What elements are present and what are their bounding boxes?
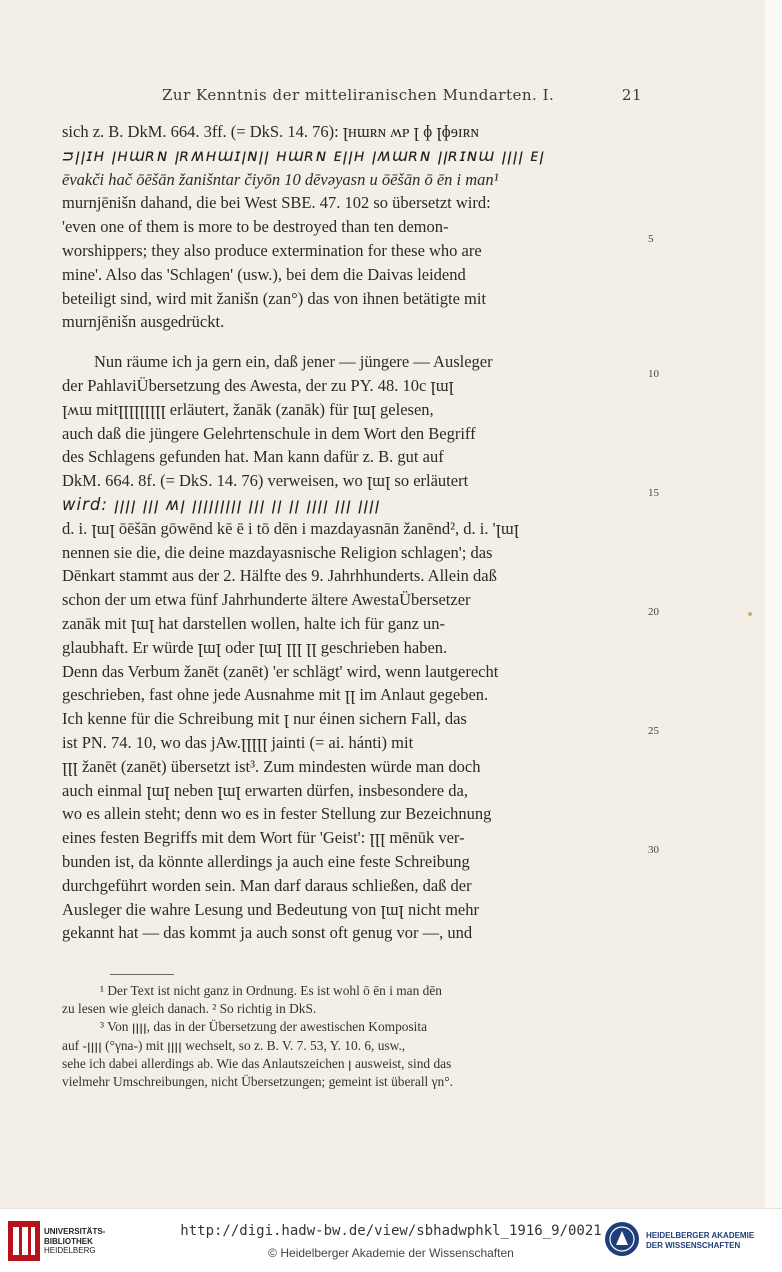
viewer-footer bbox=[0, 1208, 782, 1272]
running-title: Zur Kenntnis der mitteliranischen Mundarten. I. bbox=[162, 86, 555, 104]
transliteration-line: ēvakči hač ōēšān žanišntar čiyōn 10 dēvəyasn u ōēšān ō ēn i man¹ bbox=[62, 169, 499, 189]
text-line: nennen sie die, die deine mazdayasnische Religion schlagen'; das bbox=[62, 542, 493, 562]
text-line: der PahlaviÜbersetzung des Awesta, der zu PY. 48. 10c ꞁɯꞁ bbox=[62, 375, 454, 395]
text-line: sich z. B. DkM. 664. 3ff. (= DkS. 14. 76): ꞁʜɯʀɴ ʍᴘ ꞁ ɸ ꞁɸɘɪʀɴ bbox=[62, 122, 479, 141]
text-line: auch daß die jüngere Gelehrtenschule in dem Wort den Begriff bbox=[62, 423, 476, 443]
text-line: murnjēnišn ausgedrückt. bbox=[62, 312, 225, 332]
university-library-name: UNIVERSITÄTS- BIBLIOTHEK HEIDELBERG bbox=[44, 1227, 106, 1255]
text-line: DkM. 664. 8f. (= DkS. 14. 76) verweisen, wo ꞁɯꞁ so erläutert bbox=[62, 471, 469, 491]
text-line: Denn das Verbum žanēt (zanēt) 'er schlägt' wird, wenn lautgerecht bbox=[62, 661, 499, 681]
pahlavi-script-line: wird: ꞁꞁꞁꞁ ꞁꞁꞁ ʍꞁ ꞁꞁꞁꞁꞁꞁꞁꞁꞁ ꞁꞁꞁ ꞁꞁ ꞁꞁ ꞁꞁꞁꞁ ꞁꞁꞁ ꞁꞁꞁꞁ bbox=[62, 494, 381, 514]
text-line: d. i. ꞁɯꞁ ōēšān gōwēnd kē ē i tō dēn i mazdayasnān žanēnd², d. i. 'ꞁɯꞁ bbox=[62, 518, 519, 538]
margin-line-number: 5 bbox=[648, 233, 654, 245]
text-line: zanāk mit ꞁɯꞁ hat darstellen wollen, halte ich für ganz un- bbox=[62, 613, 446, 633]
text-line: schon der um etwa fünf Jahrhunderte ältere AwestaÜbersetzer bbox=[62, 590, 471, 610]
text-line: worshippers; they also produce extermination for these who are bbox=[62, 240, 482, 260]
permalink-url[interactable]: http://digi.hadw-bw.de/view/sbhadwphkl_1916_9/0021 bbox=[180, 1223, 602, 1239]
text-line: ꞁʍɯ mitꞁꞁꞁꞁꞁꞁꞁꞁꞁ erläutert, žanāk (zanāk) für ꞁɯꞁ gelesen, bbox=[62, 399, 434, 419]
footnote-line: auf -ꞁꞁꞁꞁ (°γna-) mit ꞁꞁꞁꞁ wechselt, so z. B. V. 7. 53, Y. 10. 6, usw., bbox=[62, 1037, 406, 1053]
copyright-notice: © Heidelberger Akademie der Wissenschaften bbox=[268, 1246, 514, 1260]
footnote-line: vielmehr Umschreibungen, nicht Übersetzungen; gemeint ist überall γn°. bbox=[62, 1073, 453, 1089]
paper-speck bbox=[748, 612, 752, 616]
text-line: beteiligt sind, wird mit žanišn (zan°) das von ihnen betätigte mit bbox=[62, 288, 487, 308]
margin-line-number: 15 bbox=[648, 487, 659, 499]
text-line: 'even one of them is more to be destroyed than ten demon- bbox=[62, 217, 449, 237]
page-edge bbox=[765, 0, 782, 1208]
text-line: des Schlagens gefunden hat. Man kann dafür z. B. gut auf bbox=[62, 447, 444, 467]
footnote-line: sehe ich dabei allerdings ab. Wie das Anlautszeichen ꞁ ausweist, sind das bbox=[62, 1055, 452, 1071]
text-line: eines festen Begriffs mit dem Wort für 'Geist': ꞁꞁꞁ mēnūk ver- bbox=[62, 828, 465, 848]
margin-line-number: 30 bbox=[648, 844, 659, 856]
footnotes bbox=[62, 982, 652, 1091]
footnote-line: ³ Von ꞁꞁꞁꞁ, das in der Übersetzung der awestischen Komposita bbox=[100, 1019, 428, 1035]
text-line: auch einmal ꞁɯꞁ neben ꞁɯꞁ erwarten dürfen, insbesondere da, bbox=[62, 780, 468, 800]
footnote-line: zu lesen wie gleich danach. ² So richtig in DkS. bbox=[62, 1001, 317, 1017]
text-line: Ausleger die wahre Lesung und Bedeutung von ꞁɯꞁ nicht mehr bbox=[62, 899, 479, 919]
text-line: mine'. Also das 'Schlagen' (usw.), bei dem die Daivas leidend bbox=[62, 264, 466, 284]
pahlavi-script-line: ᴝꞁꞁɪʜ ꞁʜɯʀɴ ꞁʀʍʜɯɪꞁɴꞁꞁ ʜɯʀɴ ᴇꞁꞁʜ ꞁʍɯʀɴ ꞁꞁʀɪɴɯ ꞁꞁꞁꞁ ᴇꞁ bbox=[62, 145, 545, 165]
text-line: glaubhaft. Er würde ꞁɯꞁ oder ꞁɯꞁ ꞁꞁꞁ ꞁꞁ geschrieben haben. bbox=[62, 637, 448, 657]
footnote-line: ¹ Der Text ist nicht ganz in Ordnung. Es ist wohl ō ēn i man dēn bbox=[100, 983, 443, 998]
margin-line-number: 25 bbox=[648, 725, 659, 737]
text-line: Dēnkart stammt aus der 2. Hälfte des 9. Jahrhhunderts. Allein daß bbox=[62, 566, 497, 586]
footnote-rule bbox=[110, 974, 174, 975]
text-line: wo es allein steht; denn wo es in fester Stellung zur Bezeichnung bbox=[62, 804, 492, 824]
academy-name: HEIDELBERGER AKADEMIE DER WISSENSCHAFTEN bbox=[646, 1231, 755, 1250]
text-line: Ich kenne für die Schreibung mit ꞁ nur éinen sichern Fall, das bbox=[62, 709, 467, 729]
text-line: murnjēnišn dahand, die bei West SBE. 47. 102 so übersetzt wird: bbox=[62, 193, 491, 213]
text-line: geschrieben, fast ohne jede Ausnahme mit ꞁꞁ im Anlaut gegeben. bbox=[62, 685, 489, 705]
text-line: bunden ist, da könnte allerdings ja auch eine feste Schreibung bbox=[62, 851, 470, 871]
margin-line-number: 10 bbox=[648, 368, 659, 380]
text-line: ist PN. 74. 10, wo das jAw.ꞁꞁꞁꞁꞁ jainti (= ai. hánti) mit bbox=[62, 732, 414, 752]
margin-line-number: 20 bbox=[648, 606, 659, 618]
text-line: Nun räume ich ja gern ein, daß jener — jüngere — Ausleger bbox=[94, 352, 493, 372]
text-line: ꞁꞁꞁ žanēt (zanēt) übersetzt ist³. Zum mindesten würde man doch bbox=[62, 756, 481, 776]
academy-seal-icon[interactable] bbox=[604, 1221, 640, 1257]
text-line: gekannt hat — das kommt ja auch sonst oft genug vor —, und bbox=[62, 923, 473, 943]
body-text bbox=[62, 120, 642, 945]
page-number: 21 bbox=[621, 86, 642, 104]
text-line: durchgeführt worden sein. Man darf daraus schließen, daß der bbox=[62, 875, 472, 895]
